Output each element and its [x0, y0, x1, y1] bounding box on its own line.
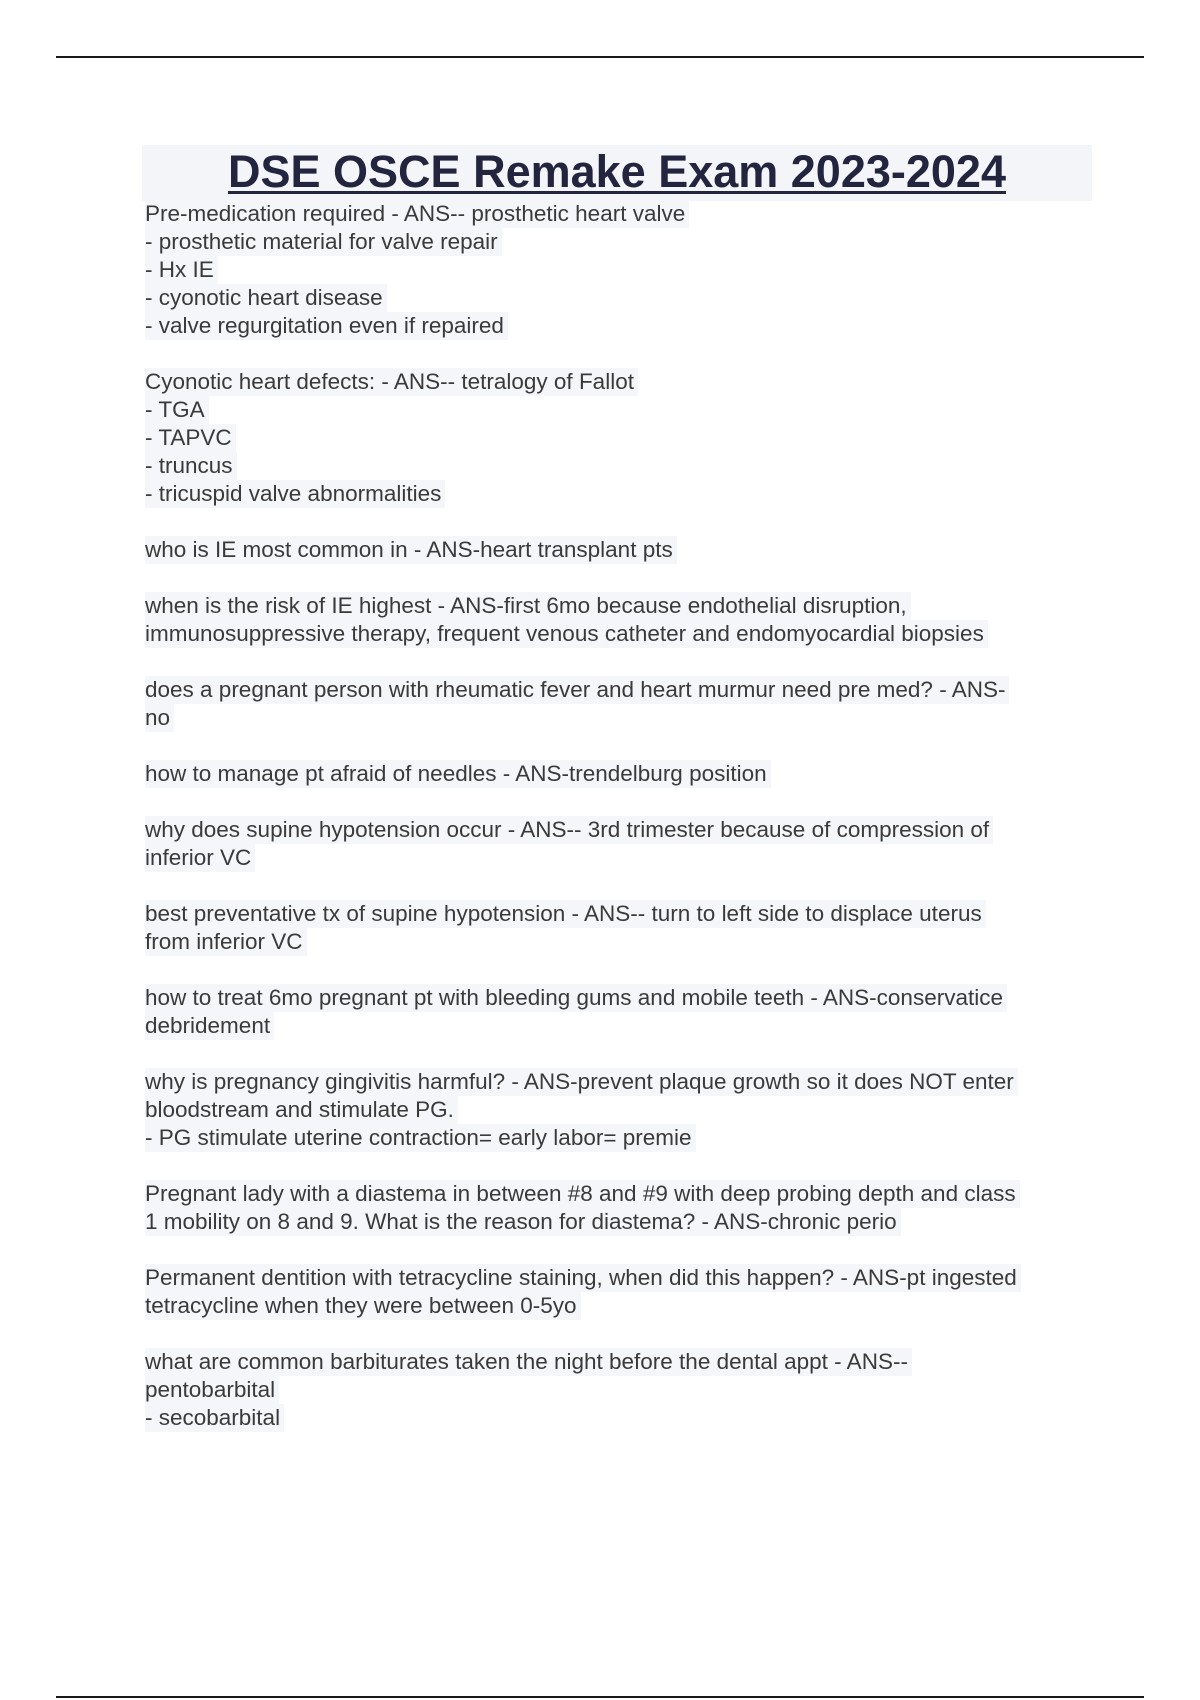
qa-entry: [145, 1348, 1090, 1432]
qa-list: [145, 200, 1090, 1460]
entry-line: - truncus: [145, 452, 237, 480]
entry-line: no: [145, 704, 174, 732]
entry-line: 1 mobility on 8 and 9. What is the reason for diastema? - ANS-chronic perio: [145, 1208, 901, 1236]
entry-line: bloodstream and stimulate PG.: [145, 1096, 458, 1124]
qa-entry: [145, 200, 1090, 340]
document-title: DSE OSCE Remake Exam 2023-2024: [228, 146, 1006, 197]
entry-line: - prosthetic material for valve repair: [145, 228, 502, 256]
footer-rule: [56, 1696, 1144, 1698]
entry-line: Pre-medication required - ANS-- prosthetic heart valve: [145, 200, 689, 228]
entry-line: Permanent dentition with tetracycline staining, when did this happen? - ANS-pt ingested: [145, 1264, 1021, 1292]
qa-entry: [145, 1068, 1090, 1152]
entry-line: - PG stimulate uterine contraction= early labor= premie: [145, 1124, 696, 1152]
entry-line: tetracycline when they were between 0-5yo: [145, 1292, 581, 1320]
entry-line: - secobarbital: [145, 1404, 284, 1432]
qa-entry: [145, 592, 1090, 648]
qa-entry: [145, 900, 1090, 956]
entry-line: what are common barbiturates taken the night before the dental appt - ANS--: [145, 1348, 912, 1376]
qa-entry: [145, 760, 1090, 788]
entry-line: how to manage pt afraid of needles - ANS-trendelburg position: [145, 760, 771, 788]
entry-line: - valve regurgitation even if repaired: [145, 312, 508, 340]
entry-line: - TGA: [145, 396, 209, 424]
entry-line: who is IE most common in - ANS-heart transplant pts: [145, 536, 677, 564]
entry-line: Cyonotic heart defects: - ANS-- tetralogy of Fallot: [145, 368, 638, 396]
qa-entry: [145, 676, 1090, 732]
qa-entry: [145, 368, 1090, 508]
entry-line: how to treat 6mo pregnant pt with bleeding gums and mobile teeth - ANS-conservatice: [145, 984, 1007, 1012]
entry-line: best preventative tx of supine hypotension - ANS-- turn to left side to displace uterus: [145, 900, 986, 928]
qa-entry: [145, 816, 1090, 872]
entry-line: why is pregnancy gingivitis harmful? - ANS-prevent plaque growth so it does NOT enter: [145, 1068, 1018, 1096]
entry-line: - cyonotic heart disease: [145, 284, 387, 312]
entry-line: debridement: [145, 1012, 274, 1040]
entry-line: immunosuppressive therapy, frequent venous catheter and endomyocardial biopsies: [145, 620, 988, 648]
entry-line: Pregnant lady with a diastema in between #8 and #9 with deep probing depth and class: [145, 1180, 1020, 1208]
entry-line: inferior VC: [145, 844, 255, 872]
entry-line: does a pregnant person with rheumatic fever and heart murmur need pre med? - ANS-: [145, 676, 1009, 704]
entry-line: why does supine hypotension occur - ANS-- 3rd trimester because of compression of: [145, 816, 993, 844]
entry-line: - TAPVC: [145, 424, 236, 452]
qa-entry: [145, 984, 1090, 1040]
entry-line: when is the risk of IE highest - ANS-first 6mo because endothelial disruption,: [145, 592, 911, 620]
qa-entry: [145, 1180, 1090, 1236]
entry-line: - Hx IE: [145, 256, 218, 284]
entry-line: from inferior VC: [145, 928, 307, 956]
header-rule: [56, 56, 1144, 58]
entry-line: pentobarbital: [145, 1376, 279, 1404]
entry-line: - tricuspid valve abnormalities: [145, 480, 445, 508]
qa-entry: [145, 1264, 1090, 1320]
qa-entry: [145, 536, 1090, 564]
